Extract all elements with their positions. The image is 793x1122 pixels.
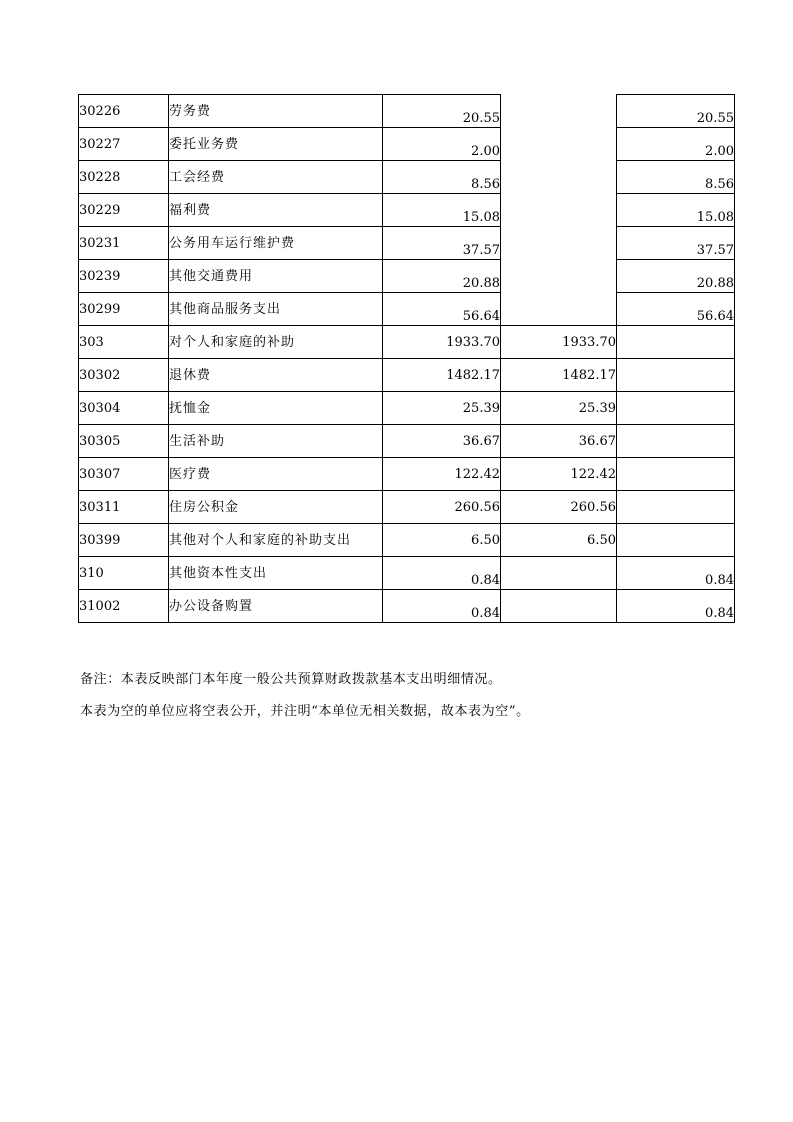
table-row (79, 425, 735, 458)
row-project (617, 458, 735, 491)
row-project: 8.56 (617, 161, 735, 194)
row-basic: 6.50 (501, 524, 617, 557)
row-total: 8.56 (383, 161, 501, 194)
row-project: 15.08 (617, 194, 735, 227)
table-row (79, 557, 735, 590)
table-row (79, 590, 735, 623)
row-basic (501, 557, 617, 590)
table-row (79, 392, 735, 425)
row-code: 30304 (79, 392, 169, 425)
table-row (79, 161, 735, 194)
row-code: 30228 (79, 161, 169, 194)
row-basic: 260.56 (501, 491, 617, 524)
row-basic (501, 590, 617, 623)
row-total: 37.57 (383, 227, 501, 260)
row-name: 退休费 (169, 359, 383, 392)
row-basic: 1933.70 (501, 326, 617, 359)
row-project (617, 392, 735, 425)
row-name: 医疗费 (169, 458, 383, 491)
row-project: 0.84 (617, 590, 735, 623)
row-total: 56.64 (383, 293, 501, 326)
row-code: 303 (79, 326, 169, 359)
row-code: 30227 (79, 128, 169, 161)
row-basic (501, 293, 617, 326)
table-note-empty-disclosure: 本表为空的单位应将空表公开，并注明“本单位无相关数据，故本表为空”。 (80, 704, 530, 719)
row-total: 6.50 (383, 524, 501, 557)
row-basic (501, 194, 617, 227)
row-total: 15.08 (383, 194, 501, 227)
row-basic (501, 95, 617, 128)
table-row (79, 260, 735, 293)
row-name: 其他商品服务支出 (169, 293, 383, 326)
row-name: 抚恤金 (169, 392, 383, 425)
row-name: 劳务费 (169, 95, 383, 128)
table-row (79, 128, 735, 161)
row-code: 30305 (79, 425, 169, 458)
table-row (79, 95, 735, 128)
row-project: 2.00 (617, 128, 735, 161)
row-name: 工会经费 (169, 161, 383, 194)
row-project: 0.84 (617, 557, 735, 590)
row-basic: 25.39 (501, 392, 617, 425)
row-project (617, 359, 735, 392)
row-name: 办公设备购置 (169, 590, 383, 623)
row-name: 对个人和家庭的补助 (169, 326, 383, 359)
expenditure-detail-table (78, 94, 735, 623)
table-row (79, 524, 735, 557)
row-name: 生活补助 (169, 425, 383, 458)
row-total: 36.67 (383, 425, 501, 458)
table-row (79, 194, 735, 227)
row-total: 0.84 (383, 557, 501, 590)
row-total: 25.39 (383, 392, 501, 425)
table-row (79, 458, 735, 491)
row-total: 20.88 (383, 260, 501, 293)
row-total: 2.00 (383, 128, 501, 161)
row-code: 31002 (79, 590, 169, 623)
table-row (79, 491, 735, 524)
row-project (617, 524, 735, 557)
row-code: 30302 (79, 359, 169, 392)
row-basic: 122.42 (501, 458, 617, 491)
row-basic (501, 260, 617, 293)
row-total: 122.42 (383, 458, 501, 491)
table-row (79, 293, 735, 326)
row-name: 其他对个人和家庭的补助支出 (169, 524, 383, 557)
table-row (79, 359, 735, 392)
row-basic: 36.67 (501, 425, 617, 458)
row-name: 住房公积金 (169, 491, 383, 524)
row-code: 30311 (79, 491, 169, 524)
row-code: 30299 (79, 293, 169, 326)
row-basic (501, 227, 617, 260)
row-name: 福利费 (169, 194, 383, 227)
row-code: 30307 (79, 458, 169, 491)
row-total: 20.55 (383, 95, 501, 128)
row-project: 37.57 (617, 227, 735, 260)
row-project: 20.55 (617, 95, 735, 128)
row-code: 30231 (79, 227, 169, 260)
row-total: 0.84 (383, 590, 501, 623)
row-code: 30229 (79, 194, 169, 227)
row-basic (501, 128, 617, 161)
row-project: 56.64 (617, 293, 735, 326)
row-basic: 1482.17 (501, 359, 617, 392)
row-code: 30226 (79, 95, 169, 128)
row-code: 30239 (79, 260, 169, 293)
row-project (617, 491, 735, 524)
row-project (617, 326, 735, 359)
row-name: 公务用车运行维护费 (169, 227, 383, 260)
row-total: 260.56 (383, 491, 501, 524)
row-basic (501, 161, 617, 194)
row-project (617, 425, 735, 458)
table-note: 备注：本表反映部门本年度一般公共预算财政拨款基本支出明细情况。 (80, 672, 502, 687)
row-total: 1482.17 (383, 359, 501, 392)
row-project: 20.88 (617, 260, 735, 293)
row-code: 30399 (79, 524, 169, 557)
row-name: 其他资本性支出 (169, 557, 383, 590)
table-row (79, 227, 735, 260)
row-total: 1933.70 (383, 326, 501, 359)
row-name: 其他交通费用 (169, 260, 383, 293)
row-name: 委托业务费 (169, 128, 383, 161)
table-row (79, 326, 735, 359)
row-code: 310 (79, 557, 169, 590)
